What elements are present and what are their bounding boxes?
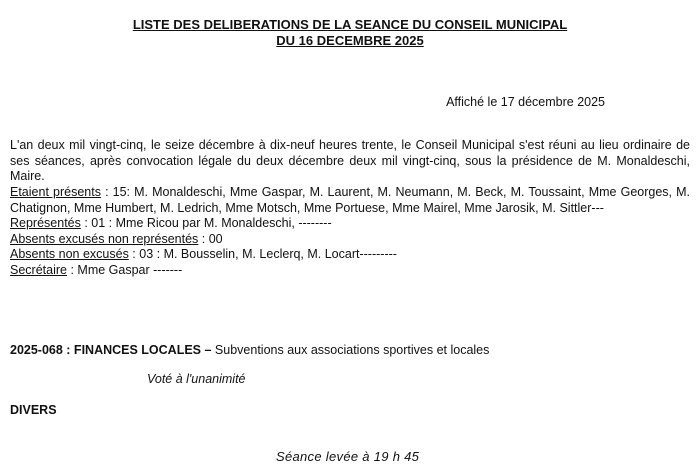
deliberation-item	[10, 343, 690, 357]
present-members	[10, 185, 690, 216]
document-title-line1: LISTE DES DELIBERATIONS DE LA SEANCE DU CONSEIL MUNICIPAL	[132, 17, 568, 32]
attendance-section	[10, 185, 690, 278]
secretary	[10, 263, 690, 279]
present-label: Etaient présents	[10, 185, 101, 199]
posting-date: Affiché le 17 décembre 2025	[446, 95, 605, 109]
session-preamble: L'an deux mil vingt-cinq, le seize décembre à dix-neuf heures trente, le Conseil Municipal s'est réuni au lieu ordinaire de ses séances, après convocation légale du deux décembre deux mil vingt-cinq, sous la présidence de M. Monaldeschi, Maire.	[10, 138, 690, 183]
represented-list: : 01 : Mme Ricou par M. Monaldeschi, --------	[80, 216, 332, 230]
unexcused-label: Absents non excusés	[10, 247, 129, 261]
unexcused-list: : 03 : M. Bousselin, M. Leclerq, M. Locart---------	[128, 247, 397, 261]
document-title-line2: DU 16 DECEMBRE 2025	[276, 33, 424, 48]
deliberation-number: 2025-068 : FINANCES LOCALES –	[10, 343, 212, 357]
excused-members	[10, 232, 690, 248]
divers-heading: DIVERS	[10, 403, 57, 417]
secretary-label: Secrétaire	[10, 262, 67, 277]
unexcused-members	[10, 247, 690, 263]
secretary-name: : Mme Gaspar -------	[66, 262, 183, 277]
present-list: : 15: M. Monaldeschi, Mme Gaspar, M. Laurent, M. Neumann, M. Beck, M. Toussaint, Mme Georges, M. Chatignon, Mme Humbert, M. Ledrich, Mme Motsch, Mme Portuese, Mme Mairel, Mme Jarosik, M. Sittler---	[10, 185, 690, 215]
vote-result: Voté à l'unanimité	[147, 372, 246, 386]
represented-label: Représentés	[10, 216, 81, 230]
session-closing: Séance levée à 19 h 45	[276, 449, 420, 464]
excused-label: Absents excusés non représentés	[10, 231, 199, 246]
excused-list: : 00	[198, 231, 223, 246]
represented-members	[10, 216, 690, 232]
deliberation-subject: Subventions aux associations sportives et locales	[211, 343, 490, 357]
